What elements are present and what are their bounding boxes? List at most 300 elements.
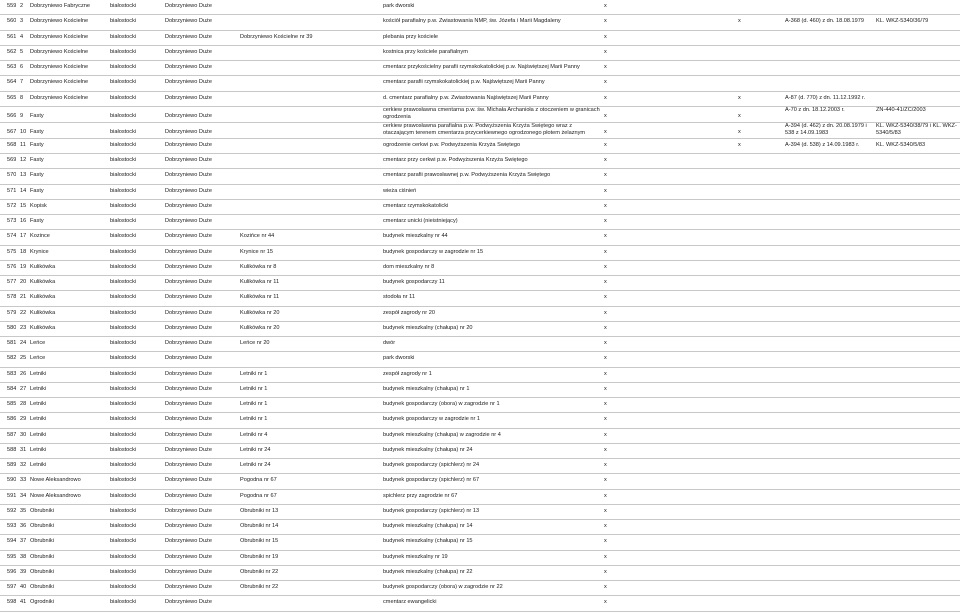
mark-cell: x <box>604 568 607 575</box>
mark-cell: x <box>604 141 607 148</box>
mark-cell: x <box>604 416 607 423</box>
address-cell: Letniki nr 1 <box>240 401 268 407</box>
entry-number: 29 <box>20 416 27 423</box>
commune-cell: Dobrzyniewo Duże <box>165 18 212 25</box>
entry-number: 31 <box>20 446 27 453</box>
commune-cell: Dobrzyniewo Duże <box>165 431 212 438</box>
register-number-cell: A-87 (d. 770) z dn. 11.12.1992 r. <box>785 94 866 101</box>
row-number: 577 <box>7 279 17 285</box>
address-cell: Kozińce nr 44 <box>240 233 275 240</box>
object-cell: dom mieszkalny nr 8 <box>383 263 435 270</box>
mark-cell: x <box>604 584 607 590</box>
object-cell: budynek gospodarczy (spichlerz) nr 67 <box>383 477 480 484</box>
row-number: 567 <box>7 128 17 135</box>
entry-number: 37 <box>20 538 27 545</box>
county-cell: białostocki <box>110 33 137 40</box>
address-cell: Obrubniki nr 22 <box>240 568 279 575</box>
address-cell: Obrubniki nr 13 <box>240 507 279 514</box>
mark-cell: x <box>604 309 607 316</box>
row-number: 595 <box>7 553 17 560</box>
table-row <box>0 276 960 291</box>
county-cell: białostocki <box>110 141 137 148</box>
row-number: 583 <box>7 370 17 377</box>
mark-cell: x <box>604 279 607 285</box>
mark-cell: x <box>604 599 607 606</box>
object-cell: budynek gospodarczy (obora) w zagrodzie nr 1 <box>383 401 500 407</box>
commune-cell: Dobrzyniewo Duże <box>165 370 212 377</box>
entry-number: 32 <box>20 462 27 468</box>
mark-cell: x <box>604 553 607 560</box>
locality-cell: Kulikówka <box>30 263 56 270</box>
row-number: 588 <box>7 446 17 453</box>
register-number-cell: A-394 (d. 462) z dn. 20.08.1979 i 538 z 14.09.1983 <box>785 122 867 136</box>
table-row <box>0 474 960 489</box>
object-cell: park dworski <box>383 3 415 9</box>
entry-number: 17 <box>20 233 27 240</box>
entry-number: 9 <box>20 112 24 119</box>
mark-cell: x <box>604 64 607 70</box>
table-row <box>0 61 960 76</box>
address-cell: Kulikówka nr 11 <box>240 294 280 301</box>
table-row <box>0 185 960 200</box>
address-cell: Leńce nr 20 <box>240 340 270 346</box>
county-cell: białostocki <box>110 599 137 606</box>
commune-cell: Dobrzyniewo Duże <box>165 416 212 423</box>
commune-cell: Dobrzyniewo Duże <box>165 202 212 209</box>
commune-cell: Dobrzyniewo Duże <box>165 79 212 86</box>
mark-cell: x <box>604 370 607 377</box>
entry-number: 11 <box>20 141 26 148</box>
table-row <box>0 169 960 184</box>
county-cell: białostocki <box>110 233 137 240</box>
commune-cell: Dobrzyniewo Duże <box>165 279 212 285</box>
row-number: 581 <box>7 340 17 346</box>
row-number: 574 <box>7 233 17 240</box>
address-cell: Obrubniki nr 22 <box>240 584 279 590</box>
commune-cell: Dobrzyniewo Duże <box>165 233 212 240</box>
county-cell: białostocki <box>110 157 137 163</box>
entry-number: 23 <box>20 324 27 331</box>
table-row <box>0 291 960 306</box>
county-cell: białostocki <box>110 568 137 575</box>
row-number: 570 <box>7 172 17 179</box>
table-row <box>0 92 960 107</box>
entry-number: 2 <box>20 3 24 9</box>
row-number: 576 <box>7 263 17 270</box>
table-row <box>0 15 960 30</box>
table-row <box>0 31 960 46</box>
locality-cell: Fasty <box>30 128 44 135</box>
locality-cell: Dobrzyniewo Kościelne <box>30 18 89 25</box>
entry-number: 24 <box>20 340 27 346</box>
county-cell: białostocki <box>110 309 137 316</box>
row-number: 597 <box>7 584 17 590</box>
entry-number: 4 <box>20 33 24 40</box>
object-cell: cerkiew prawosławna cmentarna p.w. św. Michała Archanioła z otoczeniem w granicach ogrodzenia <box>383 106 600 120</box>
mark-cell: x <box>604 507 607 514</box>
row-number: 561 <box>7 33 17 40</box>
commune-cell: Dobrzyniewo Duże <box>165 340 212 346</box>
object-cell: budynek mieszkalny nr 44 <box>383 233 448 240</box>
object-cell: budynek gospodarczy (obora) w zagrodzie nr 22 <box>383 584 503 590</box>
object-cell: cmentarz przykościelny parafii rzymskokatolickiej p.w. Najświętszej Marii Panny <box>383 64 580 70</box>
commune-cell: Dobrzyniewo Duże <box>165 48 212 55</box>
table-row <box>0 490 960 505</box>
address-cell: Kulikówka nr 20 <box>240 309 280 316</box>
commune-cell: Dobrzyniewo Duże <box>165 462 212 468</box>
row-number: 598 <box>7 599 17 606</box>
row-number: 578 <box>7 294 17 301</box>
table-row <box>0 200 960 215</box>
commune-cell: Dobrzyniewo Duże <box>165 599 212 606</box>
object-cell: budynek gospodarczy (spichlerz) nr 13 <box>383 507 480 514</box>
locality-cell: Obrubniki <box>30 538 54 545</box>
row-number: 591 <box>7 492 17 499</box>
commune-cell: Dobrzyniewo Duże <box>165 187 212 194</box>
address-cell: Pogodna nr 67 <box>240 492 277 499</box>
row-number: 594 <box>7 538 17 545</box>
entry-number: 28 <box>20 401 27 407</box>
row-number: 566 <box>7 112 17 119</box>
locality-cell: Krynice <box>30 248 49 255</box>
mark-cell: x <box>604 33 607 40</box>
county-cell: białostocki <box>110 416 137 423</box>
register-number-cell: A-368 (d. 460) z dn. 18.08.1979 <box>785 18 864 25</box>
table-row <box>0 383 960 398</box>
mark-cell: x <box>604 401 607 407</box>
row-number: 592 <box>7 507 17 514</box>
table-row <box>0 444 960 459</box>
row-number: 593 <box>7 523 17 529</box>
county-cell: białostocki <box>110 112 137 119</box>
row-number: 596 <box>7 568 17 575</box>
locality-cell: Fasty <box>30 112 44 119</box>
commune-cell: Dobrzyniewo Duże <box>165 355 212 362</box>
entry-number: 40 <box>20 584 27 590</box>
row-number: 559 <box>7 3 17 9</box>
table-row <box>0 368 960 383</box>
entry-number: 27 <box>20 385 27 392</box>
entry-number: 13 <box>20 172 27 179</box>
object-cell: zespół zagrody nr 20 <box>383 309 435 316</box>
row-number: 582 <box>7 355 17 362</box>
table-row <box>0 566 960 581</box>
county-cell: białostocki <box>110 48 137 55</box>
table-row <box>0 107 960 123</box>
entry-number: 22 <box>20 309 27 316</box>
mark-cell: x <box>604 233 607 240</box>
entry-number: 10 <box>20 128 27 135</box>
county-cell: białostocki <box>110 324 137 331</box>
locality-cell: Dobrzyniewo Kościelne <box>30 33 89 40</box>
locality-cell: Dobrzyniewo Fabryczne <box>30 3 91 9</box>
wkz-number-cell: KL. WKZ-5340/5/83 <box>876 141 926 148</box>
locality-cell: Obrubniki <box>30 507 54 514</box>
county-cell: białostocki <box>110 355 137 362</box>
locality-cell: Fasty <box>30 187 44 194</box>
county-cell: białostocki <box>110 279 137 285</box>
locality-cell: Letniki <box>30 401 47 407</box>
mark-cell: x <box>604 79 607 86</box>
county-cell: białostocki <box>110 294 137 301</box>
county-cell: białostocki <box>110 248 137 255</box>
locality-cell: Dobrzyniewo Kościelne <box>30 79 89 86</box>
commune-cell: Dobrzyniewo Duże <box>165 584 212 590</box>
row-number: 573 <box>7 218 17 224</box>
entry-number: 33 <box>20 477 27 484</box>
entry-number: 14 <box>20 187 27 194</box>
mark-cell: x <box>604 48 607 55</box>
commune-cell: Dobrzyniewo Duże <box>165 248 212 255</box>
county-cell: białostocki <box>110 401 137 407</box>
table-row <box>0 505 960 520</box>
table-row <box>0 154 960 169</box>
entry-number: 30 <box>20 431 27 438</box>
locality-cell: Fasty <box>30 141 44 148</box>
mark-cell: x <box>604 157 607 163</box>
object-cell: budynek mieszkalny (chałupa) nr 15 <box>383 538 473 545</box>
county-cell: białostocki <box>110 202 137 209</box>
county-cell: białostocki <box>110 523 137 529</box>
locality-cell: Kulikówka <box>30 294 56 301</box>
address-cell: Krynice nr 15 <box>240 248 273 255</box>
register-number-cell: A-394 (d. 538) z 14.09.1983 r. <box>785 141 860 148</box>
table-row <box>0 398 960 413</box>
entry-number: 41 <box>20 599 27 606</box>
address-cell: Dobrzyniewo Kościelne nr 39 <box>240 33 313 40</box>
mark-cell: x <box>738 141 741 148</box>
table-row <box>0 139 960 154</box>
mark-cell: x <box>604 462 607 468</box>
row-number: 585 <box>7 401 17 407</box>
table-row <box>0 551 960 566</box>
address-cell: Kulikówka nr 20 <box>240 324 280 331</box>
table-row <box>0 76 960 91</box>
table-row <box>0 581 960 596</box>
locality-cell: Obrubniki <box>30 523 54 529</box>
entry-number: 38 <box>20 553 27 560</box>
commune-cell: Dobrzyniewo Duże <box>165 553 212 560</box>
county-cell: białostocki <box>110 64 137 70</box>
row-number: 587 <box>7 431 17 438</box>
commune-cell: Dobrzyniewo Duże <box>165 446 212 453</box>
locality-cell: Letniki <box>30 446 47 453</box>
entry-number: 7 <box>20 79 24 86</box>
table-row <box>0 535 960 550</box>
mark-cell: x <box>604 187 607 194</box>
address-cell: Kulikówka nr 8 <box>240 263 277 270</box>
locality-cell: Letniki <box>30 431 47 438</box>
mark-cell: x <box>604 340 607 346</box>
entry-number: 25 <box>20 355 27 362</box>
commune-cell: Dobrzyniewo Duże <box>165 157 212 163</box>
locality-cell: Leńce <box>30 355 46 362</box>
object-cell: budynek gospodarczy w zagrodzie nr 15 <box>383 248 484 255</box>
object-cell: cmentarz unicki (nieistniejący) <box>383 218 458 224</box>
county-cell: białostocki <box>110 79 137 86</box>
locality-cell: Leńce <box>30 340 46 346</box>
commune-cell: Dobrzyniewo Duże <box>165 3 212 9</box>
address-cell: Letniki nr 24 <box>240 462 271 468</box>
row-number: 562 <box>7 48 17 55</box>
mark-cell: x <box>604 18 607 25</box>
county-cell: białostocki <box>110 18 137 25</box>
commune-cell: Dobrzyniewo Duże <box>165 294 212 301</box>
object-cell: budynek mieszkalny (chałupa) w zagrodzie nr 4 <box>383 431 501 438</box>
commune-cell: Dobrzyniewo Duże <box>165 172 212 179</box>
county-cell: białostocki <box>110 538 137 545</box>
locality-cell: Dobrzyniewo Kościelne <box>30 64 89 70</box>
object-cell: budynek mieszkalny (chałupa) nr 24 <box>383 446 473 453</box>
county-cell: białostocki <box>110 3 137 9</box>
commune-cell: Dobrzyniewo Duże <box>165 33 212 40</box>
object-cell: cmentarz parafii rzymskokatolickiej p.w. Najświętszej Marii Panny <box>383 79 545 86</box>
locality-cell: Fasty <box>30 157 44 163</box>
row-number: 580 <box>7 324 17 331</box>
object-cell: cmentarz ewangelicki <box>383 599 437 606</box>
mark-cell: x <box>604 294 607 301</box>
entry-number: 35 <box>20 507 27 514</box>
commune-cell: Dobrzyniewo Duże <box>165 568 212 575</box>
mark-cell: x <box>604 324 607 331</box>
row-number: 590 <box>7 477 17 484</box>
commune-cell: Dobrzyniewo Duże <box>165 64 212 70</box>
address-cell: Letniki nr 24 <box>240 446 271 453</box>
county-cell: białostocki <box>110 172 137 179</box>
entry-number: 34 <box>20 492 27 499</box>
commune-cell: Dobrzyniewo Duże <box>165 477 212 484</box>
object-cell: plebania przy kościele <box>383 33 439 40</box>
county-cell: białostocki <box>110 431 137 438</box>
mark-cell: x <box>604 128 607 135</box>
object-cell: wieża ciśnień <box>383 187 417 194</box>
object-cell: cmentarz parafii prawosławnej p.w. Podwyższenia Krzyża Świętego <box>383 172 551 179</box>
locality-cell: Kozince <box>30 233 50 240</box>
commune-cell: Dobrzyniewo Duże <box>165 401 212 407</box>
locality-cell: Letniki <box>30 370 47 377</box>
object-cell: d. cmentarz parafialny p.w. Zwiastowania Najświętszej Marii Panny <box>383 94 549 101</box>
county-cell: białostocki <box>110 492 137 499</box>
commune-cell: Dobrzyniewo Duże <box>165 309 212 316</box>
object-cell: budynek gospodarczy w zagrodzie nr 1 <box>383 416 481 423</box>
object-cell: budynek mieszkalny (chałupa) nr 1 <box>383 385 470 392</box>
commune-cell: Dobrzyniewo Duże <box>165 94 212 101</box>
mark-cell: x <box>738 94 741 101</box>
locality-cell: Kulikówka <box>30 309 56 316</box>
commune-cell: Dobrzyniewo Duże <box>165 523 212 529</box>
locality-cell: Obrubniki <box>30 553 54 560</box>
mark-cell: x <box>604 492 607 499</box>
county-cell: białostocki <box>110 584 137 590</box>
locality-cell: Kulikówka <box>30 279 56 285</box>
row-number: 575 <box>7 248 17 255</box>
commune-cell: Dobrzyniewo Duże <box>165 324 212 331</box>
wkz-number-cell: KL. WKZ-5340/38/79 i KL. WKZ-5340/5/83 <box>876 122 957 136</box>
row-number: 560 <box>7 18 17 25</box>
table-row <box>0 246 960 261</box>
commune-cell: Dobrzyniewo Duże <box>165 263 212 270</box>
entry-number: 36 <box>20 523 27 529</box>
mark-cell: x <box>738 112 741 119</box>
entry-number: 8 <box>20 94 24 101</box>
address-cell: Obrubniki nr 15 <box>240 538 279 545</box>
address-cell: Letniki nr 4 <box>240 431 268 438</box>
address-cell: Kulikówka nr 11 <box>240 279 280 285</box>
county-cell: białostocki <box>110 218 137 224</box>
locality-cell: Letniki <box>30 462 47 468</box>
mark-cell: x <box>604 263 607 270</box>
commune-cell: Dobrzyniewo Duże <box>165 538 212 545</box>
entry-number: 20 <box>20 279 27 285</box>
locality-cell: Fasty <box>30 172 44 179</box>
entry-number: 39 <box>20 568 27 575</box>
mark-cell: x <box>738 18 741 25</box>
address-cell: Letniki nr 1 <box>240 385 268 392</box>
county-cell: białostocki <box>110 187 137 194</box>
object-cell: cerkiew prawosławna parafialna p.w. Podwyższenia Krzyża Świętego wraz z otaczającym terenem cmentarza przycerkiewnego ogrodzonego płotem żelaznym <box>383 122 586 136</box>
table-row <box>0 215 960 230</box>
mark-cell: x <box>604 538 607 545</box>
entry-number: 21 <box>20 294 27 301</box>
row-number: 584 <box>7 385 17 392</box>
entry-number: 18 <box>20 248 27 255</box>
object-cell: dwór <box>383 340 396 346</box>
register-number-cell: A-70 z dn. 18.12.2003 r. <box>785 106 845 113</box>
table-row <box>0 337 960 352</box>
table-row <box>0 322 960 337</box>
county-cell: białostocki <box>110 553 137 560</box>
entry-number: 6 <box>20 64 24 70</box>
object-cell: cmentarz przy cerkwi p.w. Podwyższenia Krzyża Świętego <box>383 157 528 163</box>
locality-cell: Fasty <box>30 218 44 224</box>
locality-cell: Kopisk <box>30 202 47 209</box>
mark-cell: x <box>604 355 607 362</box>
commune-cell: Dobrzyniewo Duże <box>165 128 212 135</box>
entry-number: 19 <box>20 263 27 270</box>
table-row <box>0 0 960 15</box>
county-cell: białostocki <box>110 94 137 101</box>
locality-cell: Dobrzyniewo Kościelne <box>30 94 89 101</box>
table-row <box>0 413 960 428</box>
table-row <box>0 46 960 61</box>
table-row <box>0 261 960 276</box>
object-cell: park dworski <box>383 355 415 362</box>
entry-number: 12 <box>20 157 27 163</box>
county-cell: białostocki <box>110 446 137 453</box>
row-number: 564 <box>7 79 17 86</box>
entry-number: 5 <box>20 48 24 55</box>
commune-cell: Dobrzyniewo Duże <box>165 141 212 148</box>
table-row <box>0 459 960 474</box>
entry-number: 3 <box>20 18 24 25</box>
address-cell: Obrubniki nr 14 <box>240 523 279 529</box>
row-number: 572 <box>7 202 17 209</box>
commune-cell: Dobrzyniewo Duże <box>165 218 212 224</box>
locality-cell: Dobrzyniewo Kościelne <box>30 48 89 55</box>
county-cell: białostocki <box>110 477 137 484</box>
mark-cell: x <box>604 94 607 101</box>
object-cell: budynek gospodarczy 11 <box>383 279 445 285</box>
locality-cell: Nowe Aleksandrowo <box>30 477 81 484</box>
object-cell: spichlerz przy zagrodzie nr 67 <box>383 492 458 499</box>
commune-cell: Dobrzyniewo Duże <box>165 112 212 119</box>
mark-cell: x <box>604 112 607 119</box>
row-number: 586 <box>7 416 17 423</box>
mark-cell: x <box>604 477 607 484</box>
mark-cell: x <box>604 523 607 529</box>
object-cell: budynek mieszkalny nr 19 <box>383 553 448 560</box>
county-cell: białostocki <box>110 507 137 514</box>
